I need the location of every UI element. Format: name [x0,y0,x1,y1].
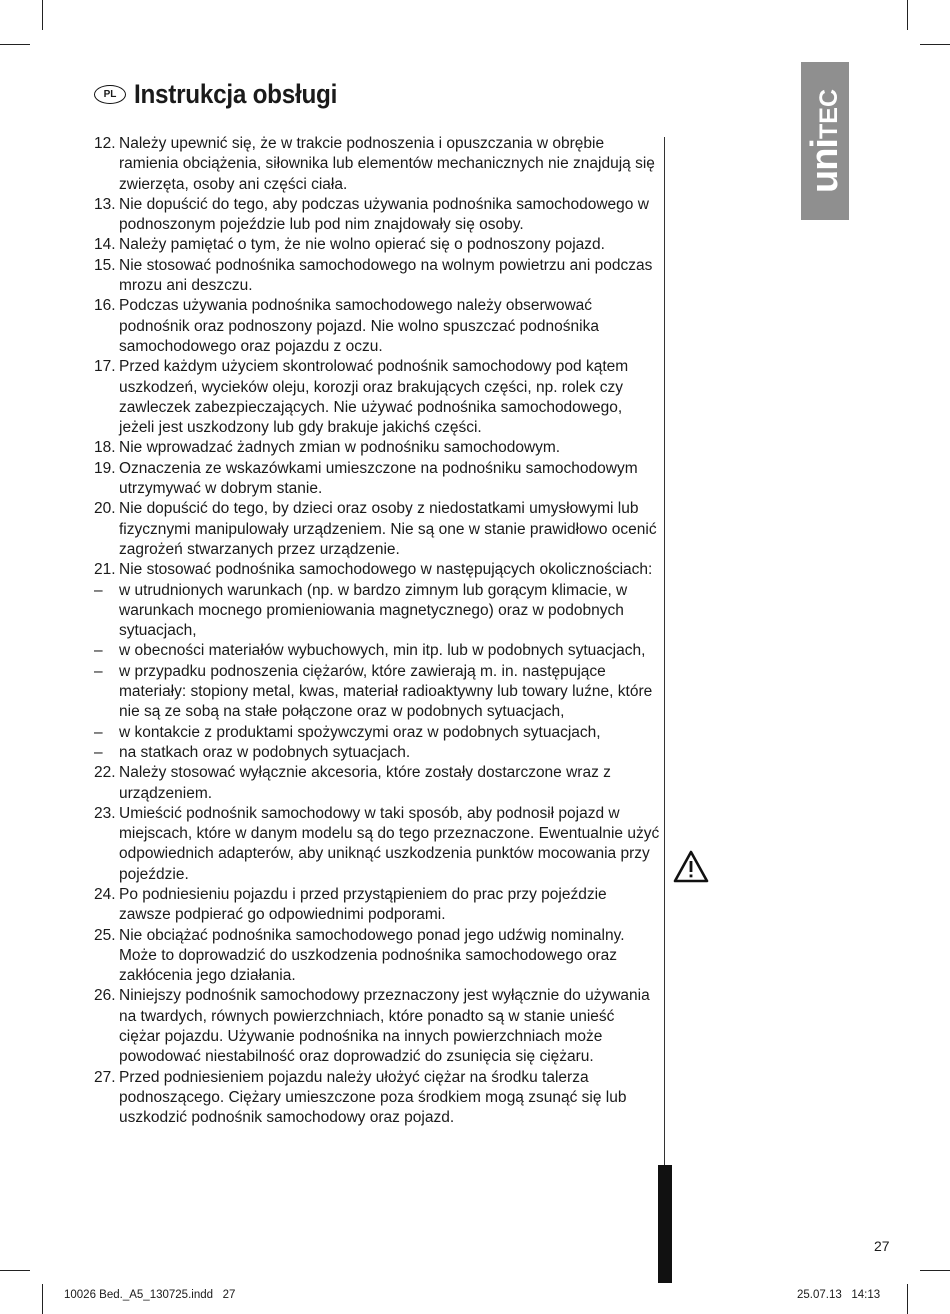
item-text: Nie wprowadzać żadnych zmian w podnośniku samochodowym. [119,439,561,457]
item-marker: 16. [94,297,116,315]
item-marker: – [94,662,103,680]
footer-datetime: 25.07.13 14:13 [797,1289,881,1301]
item-text: Oznaczenia ze wskazówkami umieszczone na podnośniku samochodowym utrzymywać w dobrym stanie. [119,459,638,498]
list-item [94,1068,660,1129]
list-item [94,459,660,500]
item-marker: – [94,743,103,761]
item-marker: 19. [94,459,116,477]
item-marker: 24. [94,885,116,903]
list-item [94,560,660,580]
item-marker: 22. [94,764,116,782]
page-number: 27 [874,1238,890,1254]
list-item [94,256,660,297]
crop-mark [0,1270,30,1271]
item-text: Nie stosować podnośnika samochodowego na wolnym powietrzu ani podczas mrozu ani deszczu. [119,256,653,295]
item-text: Po podniesieniu pojazdu i przed przystąpieniem do prac przy pojeździe zawsze podpierać go odpowiednimi podporami. [119,885,607,924]
item-marker: 20. [94,500,116,518]
instruction-list [94,134,660,1129]
language-badge: PL [94,85,126,104]
item-marker: 17. [94,358,116,376]
list-item [94,804,660,885]
item-text: Niniejszy podnośnik samochodowy przeznaczony jest wyłącznie do używania na twardych, równych powierzchniach, które ponadto są w stanie unieść ciężar pojazdu. Używanie podnośnika na innych powierzchniach może powodować niestabilność oraz doprowadzić do zsunięcia się ciężaru. [119,987,650,1066]
margin-bar [658,1165,672,1283]
item-text: w utrudnionych warunkach (np. w bardzo zimnym lub gorącym klimacie, w warunkach mocnego promieniowania magnetycznego) oraz w podobnych sytuacjach, [119,581,628,640]
item-text: w przypadku podnoszenia ciężarów, które zawierają m. in. następujące materiały: stopiony metal, kwas, materiał radioaktywny lub towary luźne, które nie są ze sobą na stałe połączone oraz w podobnych sytuacjach, [119,662,653,721]
list-bullet-item [94,641,660,661]
list-item [94,134,660,195]
crop-mark [0,44,30,45]
item-text: Nie dopuścić do tego, aby podczas używania podnośnika samochodowego w podnoszonym pojeździe lub pod nim znajdowały się osoby. [119,195,649,234]
item-text: Należy stosować wyłącznie akcesoria, które zostały dostarczone wraz z urządzeniem. [119,764,611,802]
item-marker: – [94,581,103,599]
list-item [94,195,660,236]
item-marker: 15. [94,256,116,274]
item-text: Należy pamiętać o tym, że nie wolno opierać się o podnoszony pojazd. [119,236,605,254]
item-text: Nie stosować podnośnika samochodowego w następujących okolicznościach: [119,561,653,579]
item-text: Należy upewnić się, że w trakcie podnoszenia i opuszczania w obrębie ramienia obciążenia, siłownika lub elementów mechanicznych nie znajdują się zwierzęta, osoby ani części ciała. [119,135,655,193]
margin-rule [664,137,665,1167]
item-text: Przed każdym użyciem skontrolować podnośnik samochodowy pod kątem uszkodzeń, wycieków oleju, korozji oraz brakujących części, np. rolek czy zawleczek zabezpieczających. Nie używać podnośnika samochodowego, jeżeli jest uszkodzony lub gdy brakuje jakichś części. [119,358,629,437]
item-marker: 21. [94,561,116,579]
list-item [94,986,660,1067]
item-text: na statkach oraz w podobnych sytuacjach. [119,743,411,761]
unitec-logo [801,62,849,220]
item-text: w kontakcie z produktami spożywczymi oraz w podobnych sytuacjach, [119,723,601,741]
list-item [94,357,660,438]
item-text: Nie dopuścić do tego, by dzieci oraz osoby z niedostatkami umysłowymi lub fizycznymi manipulowały urządzeniem. Nie są one w stanie prawidłowo ocenić zagrożeń stwarzanych przez urządzenie. [119,500,657,558]
footer-file-info: 10026 Bed._A5_130725.indd 27 [64,1289,236,1301]
crop-mark [42,1284,43,1314]
item-marker: 23. [94,804,116,822]
item-text: Umieścić podnośnik samochodowy w taki sposób, aby podnosił pojazd w miejscach, które w danym modelu są do tego przeznaczone. Ewentualnie użyć odpowiednich adapterów, aby uniknąć uszkodzenia punktów mocowania przy pojeździe. [119,804,660,883]
item-marker: 13. [94,195,116,213]
crop-mark [920,1270,950,1271]
page-title: Instrukcja obsługi [134,78,338,109]
list-bullet-item [94,581,660,642]
list-item [94,763,660,804]
item-marker: 18. [94,439,116,457]
list-item [94,438,660,458]
list-item [94,235,660,255]
item-marker: – [94,642,103,660]
list-bullet-item [94,723,660,743]
crop-mark [907,1284,908,1314]
crop-mark [42,0,43,30]
item-text: Podczas używania podnośnika samochodowego należy obserwować podnośnik oraz podnoszony pojazd. Nie wolno spuszczać podnośnika samochodowego oraz pojazdu z oczu. [119,297,599,355]
list-item [94,926,660,987]
list-item [94,296,660,357]
item-marker: 14. [94,236,116,254]
logo-uni-text: uni [804,139,846,193]
item-marker: 12. [94,135,116,152]
item-marker: 27. [94,1068,116,1086]
item-marker: 26. [94,987,116,1005]
warning-triangle-icon [673,850,709,884]
page-header [94,76,360,112]
crop-mark [907,0,908,30]
list-item [94,499,660,560]
item-marker: – [94,723,103,741]
crop-mark [920,44,950,45]
item-marker: 25. [94,926,116,944]
item-text: Nie obciążać podnośnika samochodowego ponad jego udźwig nominalny. Może to doprowadzić do uszkodzenia podnośnika samochodowego oraz zakłócenia jego działania. [119,926,625,985]
item-text: Przed podniesieniem pojazdu należy ułożyć ciężar na środku talerza podnoszącego. Ciężary umieszczone poza środkiem mogą zsunąć się lub uszkodzić podnośnik samochodowy oraz pojazd. [119,1068,627,1127]
list-bullet-item [94,662,660,723]
list-bullet-item [94,743,660,763]
logo-tec-text: TEC [815,89,843,140]
list-item [94,885,660,926]
item-text: w obecności materiałów wybuchowych, min itp. lub w podobnych sytuacjach, [119,642,646,660]
